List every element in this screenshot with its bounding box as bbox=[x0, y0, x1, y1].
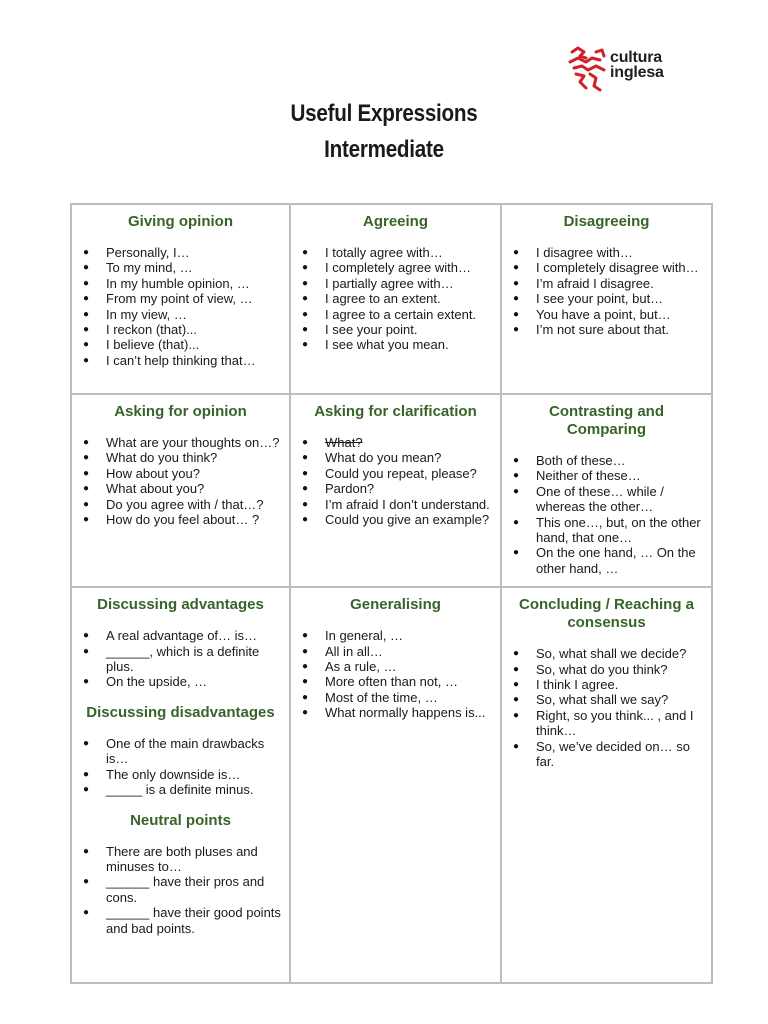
list-item: ● Personally, I… bbox=[80, 245, 281, 260]
cultura-inglesa-logo bbox=[566, 44, 686, 94]
list-item: ● I’m not sure about that. bbox=[510, 322, 703, 337]
heading-asking-opinion: Asking for opinion bbox=[114, 403, 247, 420]
list-item: ● In general, … bbox=[299, 628, 492, 643]
list-item: ● I completely agree with… bbox=[299, 260, 492, 275]
list-item: ● This one…, but, on the other hand, that one… bbox=[510, 515, 703, 546]
list-concluding bbox=[510, 646, 703, 769]
list-item: ● I see what you mean. bbox=[299, 337, 492, 352]
list-item: ● I partially agree with… bbox=[299, 276, 492, 291]
list-item: ● To my mind, … bbox=[80, 260, 281, 275]
logo-line-1: cultura bbox=[610, 49, 662, 66]
list-item: ● On the one hand, … On the other hand, … bbox=[510, 545, 703, 576]
list-item: ● What normally happens is... bbox=[299, 705, 492, 720]
cell-advantages bbox=[71, 587, 290, 983]
list-item: ● I totally agree with… bbox=[299, 245, 492, 260]
list-asking-opinion bbox=[80, 435, 281, 527]
cell-concluding bbox=[501, 587, 712, 983]
list-item: ● On the upside, … bbox=[80, 674, 281, 689]
cell-contrasting bbox=[501, 394, 712, 587]
list-item: ● Could you repeat, please? bbox=[299, 466, 492, 481]
heading-giving-opinion: Giving opinion bbox=[128, 213, 233, 230]
list-item: ● I believe (that)... bbox=[80, 337, 281, 352]
title-line-2: Intermediate bbox=[324, 136, 444, 163]
heading-disadvantages: Discussing disadvantages bbox=[86, 703, 275, 721]
cell-generalising bbox=[290, 587, 501, 983]
list-item: ● The only downside is… bbox=[80, 767, 281, 782]
list-item: ● Pardon? bbox=[299, 481, 492, 496]
list-item: ● There are both pluses and minuses to… bbox=[80, 844, 281, 875]
list-item: ● So, we’ve decided on… so far. bbox=[510, 739, 703, 770]
heading-asking-clarification: Asking for clarification bbox=[314, 403, 477, 420]
list-item: ● More often than not, … bbox=[299, 674, 492, 689]
cell-asking-opinion bbox=[71, 394, 290, 587]
list-item: ● What about you? bbox=[80, 481, 281, 496]
list-item: ● You have a point, but… bbox=[510, 307, 703, 322]
list-item: ● So, what shall we say? bbox=[510, 692, 703, 707]
list-item: ● I completely disagree with… bbox=[510, 260, 703, 275]
page-title bbox=[0, 96, 768, 168]
list-item: ● ______, which is a definite plus. bbox=[80, 644, 281, 675]
title-line-1: Useful Expressions bbox=[290, 100, 478, 127]
list-disadvantages bbox=[80, 736, 281, 798]
list-item: ● I disagree with… bbox=[510, 245, 703, 260]
list-item: ● I agree to a certain extent. bbox=[299, 307, 492, 322]
list-item: ● How about you? bbox=[80, 466, 281, 481]
list-item: ● So, what do you think? bbox=[510, 662, 703, 677]
list-item: ● So, what shall we decide? bbox=[510, 646, 703, 661]
list-neutral bbox=[80, 844, 281, 936]
list-item: ● How do you feel about… ? bbox=[80, 512, 281, 527]
list-item: ● From my point of view, … bbox=[80, 291, 281, 306]
cell-giving-opinion bbox=[71, 204, 290, 394]
list-item-struck: ● What? bbox=[299, 435, 492, 450]
list-item: ● I think I agree. bbox=[510, 677, 703, 692]
expressions-grid bbox=[70, 203, 713, 984]
cell-disagreeing bbox=[501, 204, 712, 394]
list-item: ● A real advantage of… is… bbox=[80, 628, 281, 643]
list-item: ● _____ is a definite minus. bbox=[80, 782, 281, 797]
list-agreeing bbox=[299, 245, 492, 353]
list-item: ● Both of these… bbox=[510, 453, 703, 468]
list-item: ● One of the main drawbacks is… bbox=[80, 736, 281, 767]
heading-agreeing: Agreeing bbox=[362, 213, 428, 230]
list-item: ● Most of the time, … bbox=[299, 690, 492, 705]
heading-neutral: Neutral points bbox=[130, 811, 231, 829]
list-item: ● What are your thoughts on…? bbox=[80, 435, 281, 450]
list-item: ● Could you give an example? bbox=[299, 512, 492, 527]
list-item: ● ______ have their good points and bad points. bbox=[80, 905, 281, 936]
heading-generalising: Generalising bbox=[350, 596, 441, 614]
list-disagreeing bbox=[510, 245, 703, 337]
list-item: ● All in all… bbox=[299, 644, 492, 659]
list-item: ● What do you think? bbox=[80, 450, 281, 465]
list-item: ● I can’t help thinking that… bbox=[80, 353, 281, 368]
list-item: ● I reckon (that)... bbox=[80, 322, 281, 337]
list-item: ● In my view, … bbox=[80, 307, 281, 322]
list-item: ● I see your point, but… bbox=[510, 291, 703, 306]
cell-agreeing bbox=[290, 204, 501, 394]
list-item: ● Do you agree with / that…? bbox=[80, 497, 281, 512]
list-item: ● As a rule, … bbox=[299, 659, 492, 674]
list-item: ● I agree to an extent. bbox=[299, 291, 492, 306]
list-item: ● ______ have their pros and cons. bbox=[80, 874, 281, 905]
list-asking-clarification bbox=[299, 435, 492, 527]
list-item: ● I’m afraid I don’t understand. bbox=[299, 497, 492, 512]
heading-contrasting: Contrasting and Comparing bbox=[549, 403, 664, 438]
logo-line-2: inglesa bbox=[610, 64, 664, 81]
list-generalising bbox=[299, 628, 492, 720]
list-item: ● Right, so you think... , and I think… bbox=[510, 708, 703, 739]
list-item: ● In my humble opinion, … bbox=[80, 276, 281, 291]
heading-advantages: Discussing advantages bbox=[97, 596, 264, 614]
list-contrasting bbox=[510, 453, 703, 576]
list-item: ● I see your point. bbox=[299, 322, 492, 337]
list-item: ● I’m afraid I disagree. bbox=[510, 276, 703, 291]
heading-concluding: Concluding / Reaching a consensus bbox=[518, 596, 694, 632]
list-item: ● What do you mean? bbox=[299, 450, 492, 465]
list-item: ● Neither of these… bbox=[510, 468, 703, 483]
list-advantages bbox=[80, 628, 281, 690]
list-giving-opinion bbox=[80, 245, 281, 368]
list-item: ● One of these… while / whereas the other… bbox=[510, 484, 703, 515]
heading-disagreeing: Disagreeing bbox=[563, 213, 650, 230]
cell-asking-clarification bbox=[290, 394, 501, 587]
lion-icon bbox=[566, 44, 608, 92]
